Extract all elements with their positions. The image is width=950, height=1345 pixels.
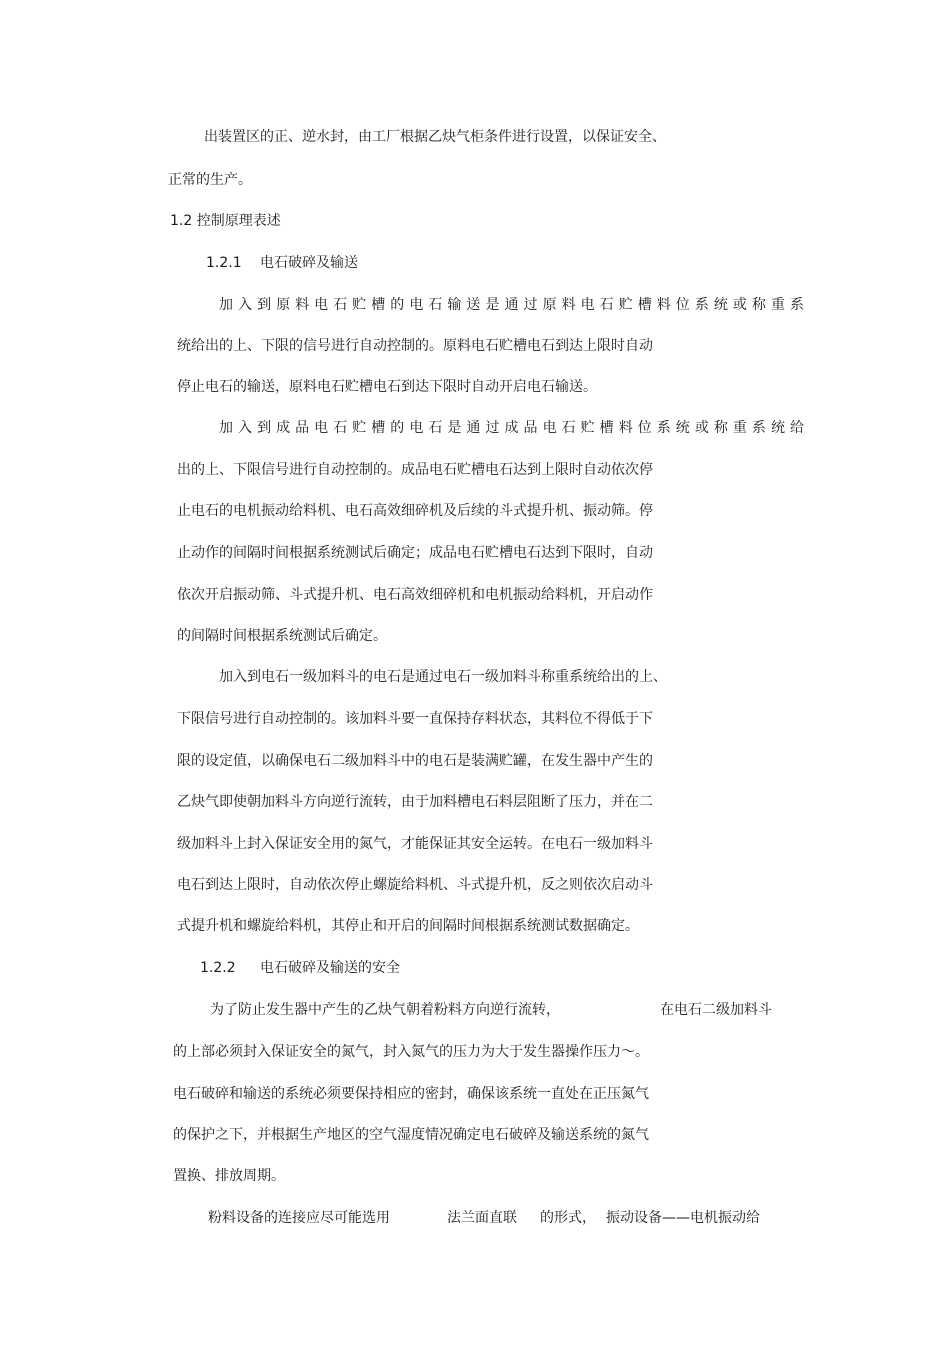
- text-line: 置换、排放周期。: [173, 1168, 285, 1184]
- text-line: 加入到成品电石贮槽的电石是通过成品电石贮槽料位系统或称重系统给: [219, 420, 804, 436]
- text-line: 出装置区的正、逆水封，由工厂根据乙炔气柜条件进行设置，以保证安全、: [204, 129, 666, 145]
- text-line: 为了防止发生器中产生的乙炔气朝着粉料方向逆行流转，: [210, 1002, 560, 1018]
- text-line: 下限信号进行自动控制的。该加料斗要一直保持存料状态，其料位不得低于下: [177, 711, 653, 727]
- text-line: 的形式，: [540, 1210, 596, 1226]
- text-line: 加入到电石一级加料斗的电石是通过电石一级加料斗称重系统给出的上、: [219, 669, 667, 685]
- text-line: 振动设备——电机振动给: [606, 1210, 760, 1226]
- subsection-number: 1.2.1: [206, 255, 242, 271]
- subsection-title: 电石破碎及输送: [260, 255, 358, 271]
- text-line: 粉料设备的连接应尽可能选用: [208, 1210, 390, 1226]
- subsection-title: 电石破碎及输送的安全: [260, 960, 400, 976]
- text-line: 正常的生产。: [168, 172, 252, 188]
- text-line: 电石破碎和输送的系统必须要保持相应的密封，确保该系统一直处在正压氮气: [173, 1086, 649, 1102]
- text-line: 止电石的电机振动给料机、电石高效细碎机及后续的斗式提升机、振动筛。停: [177, 503, 653, 519]
- text-line: 级加料斗上封入保证安全用的氮气，才能保证其安全运转。在电石一级加料斗: [177, 836, 653, 852]
- text-line: 加入到原料电石贮槽的电石输送是通过原料电石贮槽料位系统或称重系: [219, 297, 804, 313]
- text-line: 停止电石的输送，原料电石贮槽电石到达下限时自动开启电石输送。: [177, 379, 597, 395]
- text-line: 式提升机和螺旋给料机，其停止和开启的间隔时间根据系统测试数据确定。: [177, 918, 639, 934]
- text-line: 限的设定值，以确保电石二级加料斗中的电石是装满贮罐，在发生器中产生的: [177, 753, 653, 769]
- text-line: 电石到达上限时，自动依次停止螺旋给料机、斗式提升机，反之则依次启动斗: [177, 877, 653, 893]
- text-line: 乙炔气即使朝加料斗方向逆行流转，由于加料槽电石料层阻断了压力，并在二: [177, 794, 653, 810]
- text-line: 统给出的上、下限的信号进行自动控制的。原料电石贮槽电石到达上限时自动: [177, 338, 653, 354]
- section-heading: 1.2 控制原理表述: [170, 213, 281, 229]
- text-line: 的上部必须封入保证安全的氮气，封入氮气的压力为大于发生器操作压力～。: [173, 1044, 649, 1060]
- text-line: 在电石二级加料斗: [660, 1002, 772, 1018]
- text-line: 出的上、下限信号进行自动控制的。成品电石贮槽电石达到上限时自动依次停: [177, 462, 653, 478]
- text-line: 的间隔时间根据系统测试后确定。: [177, 628, 387, 644]
- text-line: 法兰面直联: [447, 1210, 517, 1226]
- text-line: 依次开启振动筛、斗式提升机、电石高效细碎机和电机振动给料机，开启动作: [177, 587, 653, 603]
- text-line: 的保护之下，并根据生产地区的空气湿度情况确定电石破碎及输送系统的氮气: [173, 1127, 649, 1143]
- text-line: 止动作的间隔时间根据系统测试后确定；成品电石贮槽电石达到下限时，自动: [177, 545, 653, 561]
- subsection-number: 1.2.2: [200, 960, 236, 976]
